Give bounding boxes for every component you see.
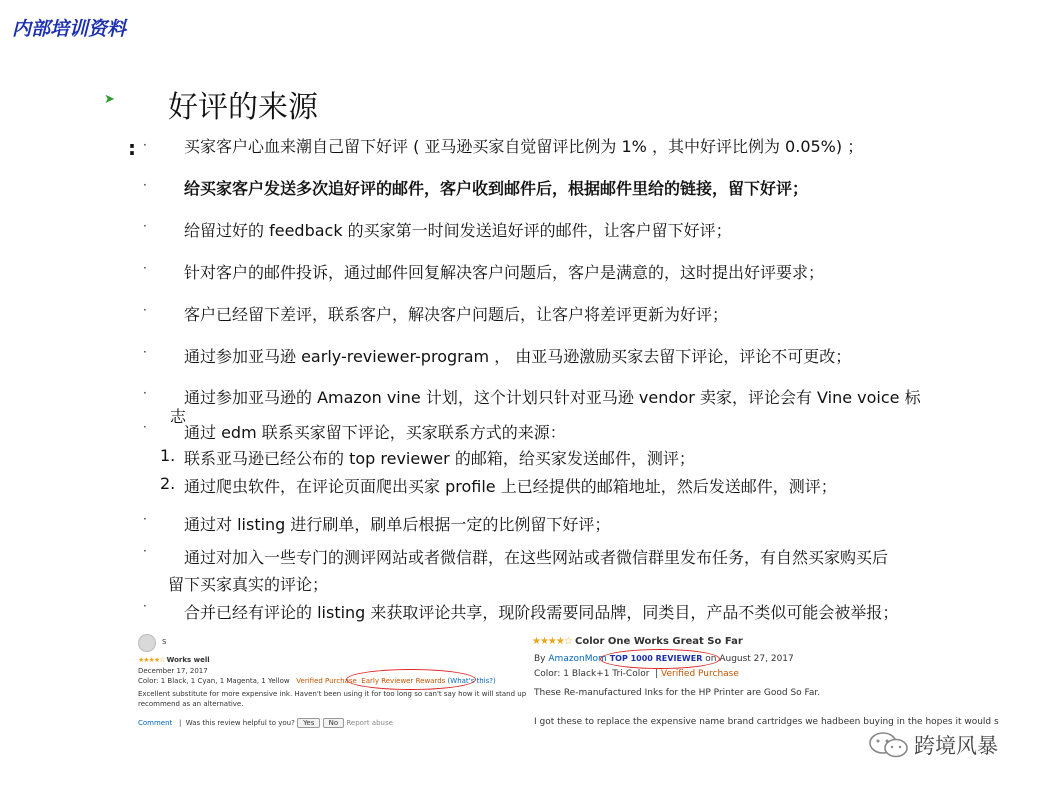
review-date: December 17, 2017	[138, 667, 208, 675]
bullet-dot: ·	[143, 512, 147, 526]
review-body: Excellent substitute for more expensive ink. Haven't been using it for too long so can't say how it will stand up	[138, 690, 527, 698]
review-body-continued: I got these to replace the expensive name brand cartridges we hadbeen buying in the hopes it would s	[534, 717, 999, 727]
rating-stars: ★★★★☆	[532, 636, 572, 647]
review-headline[interactable]: Color One Works Great So Far	[575, 636, 743, 647]
bullet-dot: ·	[143, 261, 147, 275]
comment-link[interactable]: Comment	[138, 719, 173, 727]
bullet-text: 合并已经有评论的 listing 来获取评论共享，现阶段需要同品牌，同类目，产品不类似可能会被举报；	[184, 603, 899, 622]
reviewer-name: S	[162, 638, 167, 646]
bullet-text-emphasized: 给买家客户发送多次追好评的邮件，客户收到邮件后，根据邮件里给的链接，留下好评；	[184, 179, 809, 198]
slide-title: 好评的来源	[168, 90, 318, 125]
review-date: August 27, 2017	[719, 654, 794, 664]
bullet-dot: ·	[143, 544, 147, 558]
wechat-watermark	[868, 730, 1018, 758]
review-body-continued: recommend as an alternative.	[138, 700, 244, 708]
training-material-header: 内部培训资料	[12, 18, 127, 40]
rating-stars: ★★★★☆	[138, 656, 165, 664]
colon-mark: :	[128, 136, 136, 160]
numbered-item-text: 通过爬虫软件，在评论页面爬出买家 profile 上已经提供的邮箱地址，然后发送邮件，测评；	[184, 477, 837, 496]
bullet-text: 通过对加入一些专门的测评网站或者微信群，在这些网站或者微信群里发布任务，有自然买家购买后	[184, 548, 889, 567]
on-label: on	[705, 654, 717, 664]
review-screenshot-early-reviewer: S ★★★★☆ Works well December 17, 2017 Color: 1 Black, 1 Cyan, 1 Magenta, 1 Yellow Verified Purchase Early Reviewer Rewards (What's this?) Excellent substitute for more expensive ink. Haven't been using it for too long so can't say how it will stand up recommend as an alternative. Comment | Was this review helpful to you? Yes No Report abuse	[138, 632, 508, 737]
verified-purchase-label: Verified Purchase	[296, 677, 357, 685]
bullet-dot: ·	[143, 219, 147, 233]
bullet-text: 针对客户的邮件投诉，通过邮件回复解决客户问题后，客户是满意的，这时提出好评要求；	[184, 263, 825, 282]
bullet-text: 客户已经留下差评，联系客户，解决客户问题后，让客户将差评更新为好评；	[184, 305, 729, 324]
highlight-ellipse	[346, 669, 476, 690]
helpful-no-button[interactable]: No	[323, 718, 345, 728]
bullet-text-continuation: 志	[170, 407, 187, 426]
report-abuse-link[interactable]: Report abuse	[346, 719, 393, 727]
early-reviewer-badge: Early Reviewer Rewards	[361, 677, 446, 685]
watermark-text: 跨境风暴	[914, 734, 998, 758]
reviewer-avatar	[138, 634, 156, 652]
bullet-text: 买家客户心血来潮自己留下好评 ( 亚马逊买家自觉留评比例为 1% ，其中好评比例为 0.05%) ；	[184, 137, 864, 156]
bullet-dot: ·	[143, 599, 147, 613]
bullet-dot: ·	[143, 345, 147, 359]
bullet-dot: ·	[143, 178, 147, 192]
list-number: 1.	[160, 446, 176, 465]
bullet-text: 通过参加亚马逊的 Amazon vine 计划，这个计划只针对亚马逊 vendor 卖家，评论会有 Vine voice 标	[184, 388, 921, 407]
bullet-text-continuation: 留下买家真实的评论；	[168, 575, 329, 594]
bullet-dot: ·	[143, 386, 147, 400]
product-variant: Color: 1 Black+1 Tri-Color	[534, 669, 650, 679]
bullet-text: 通过参加亚马逊 early-reviewer-program ， 由亚马逊激励买家去留下评论，评论不可更改；	[184, 347, 852, 366]
top-reviewer-badge: TOP 1000 REVIEWER	[609, 654, 703, 663]
whats-this-link[interactable]: (What's this?)	[447, 677, 496, 685]
bullet-dot: ·	[143, 138, 147, 152]
bullet-text: 通过对 listing 进行刷单，刷单后根据一定的比例留下好评；	[184, 515, 611, 534]
bullet-dot: ·	[143, 420, 147, 434]
review-body: These Re-manufactured Inks for the HP Printer are Good So Far.	[534, 688, 821, 698]
review-headline: Works well	[166, 656, 210, 664]
by-label: By	[534, 654, 546, 664]
numbered-item-text: 联系亚马逊已经公布的 top reviewer 的邮箱，给买家发送邮件，测评；	[184, 449, 695, 468]
wechat-icon	[868, 732, 910, 758]
highlight-ellipse	[600, 649, 720, 669]
bullet-text: 给留过好的 feedback 的买家第一时间发送追好评的邮件，让客户留下好评；	[184, 221, 732, 240]
list-number: 2.	[160, 474, 176, 493]
reviewer-name-link[interactable]: AmazonMom	[548, 654, 607, 664]
helpful-yes-button[interactable]: Yes	[297, 718, 320, 728]
arrow-bullet-icon: ➤	[104, 92, 115, 107]
product-variant: Color: 1 Black, 1 Cyan, 1 Magenta, 1 Yellow	[138, 677, 290, 685]
verified-purchase-label: Verified Purchase	[661, 669, 739, 679]
review-screenshot-top-reviewer: ★★★★☆ Color One Works Great So Far By AmazonMom TOP 1000 REVIEWER on August 27, 2017 Color: 1 Black+1 Tri-Color | Verified Purchase These Re-manufactured Inks for the HP Printer are Good So Far. I got these to replace the expensive name brand cartridges we hadbeen buying in the hopes it would s	[532, 636, 999, 727]
bullet-text: 通过 edm 联系买家留下评论，买家联系方式的来源：	[184, 423, 566, 442]
helpful-prompt: Was this review helpful to you?	[185, 719, 295, 727]
bullet-dot: ·	[143, 303, 147, 317]
